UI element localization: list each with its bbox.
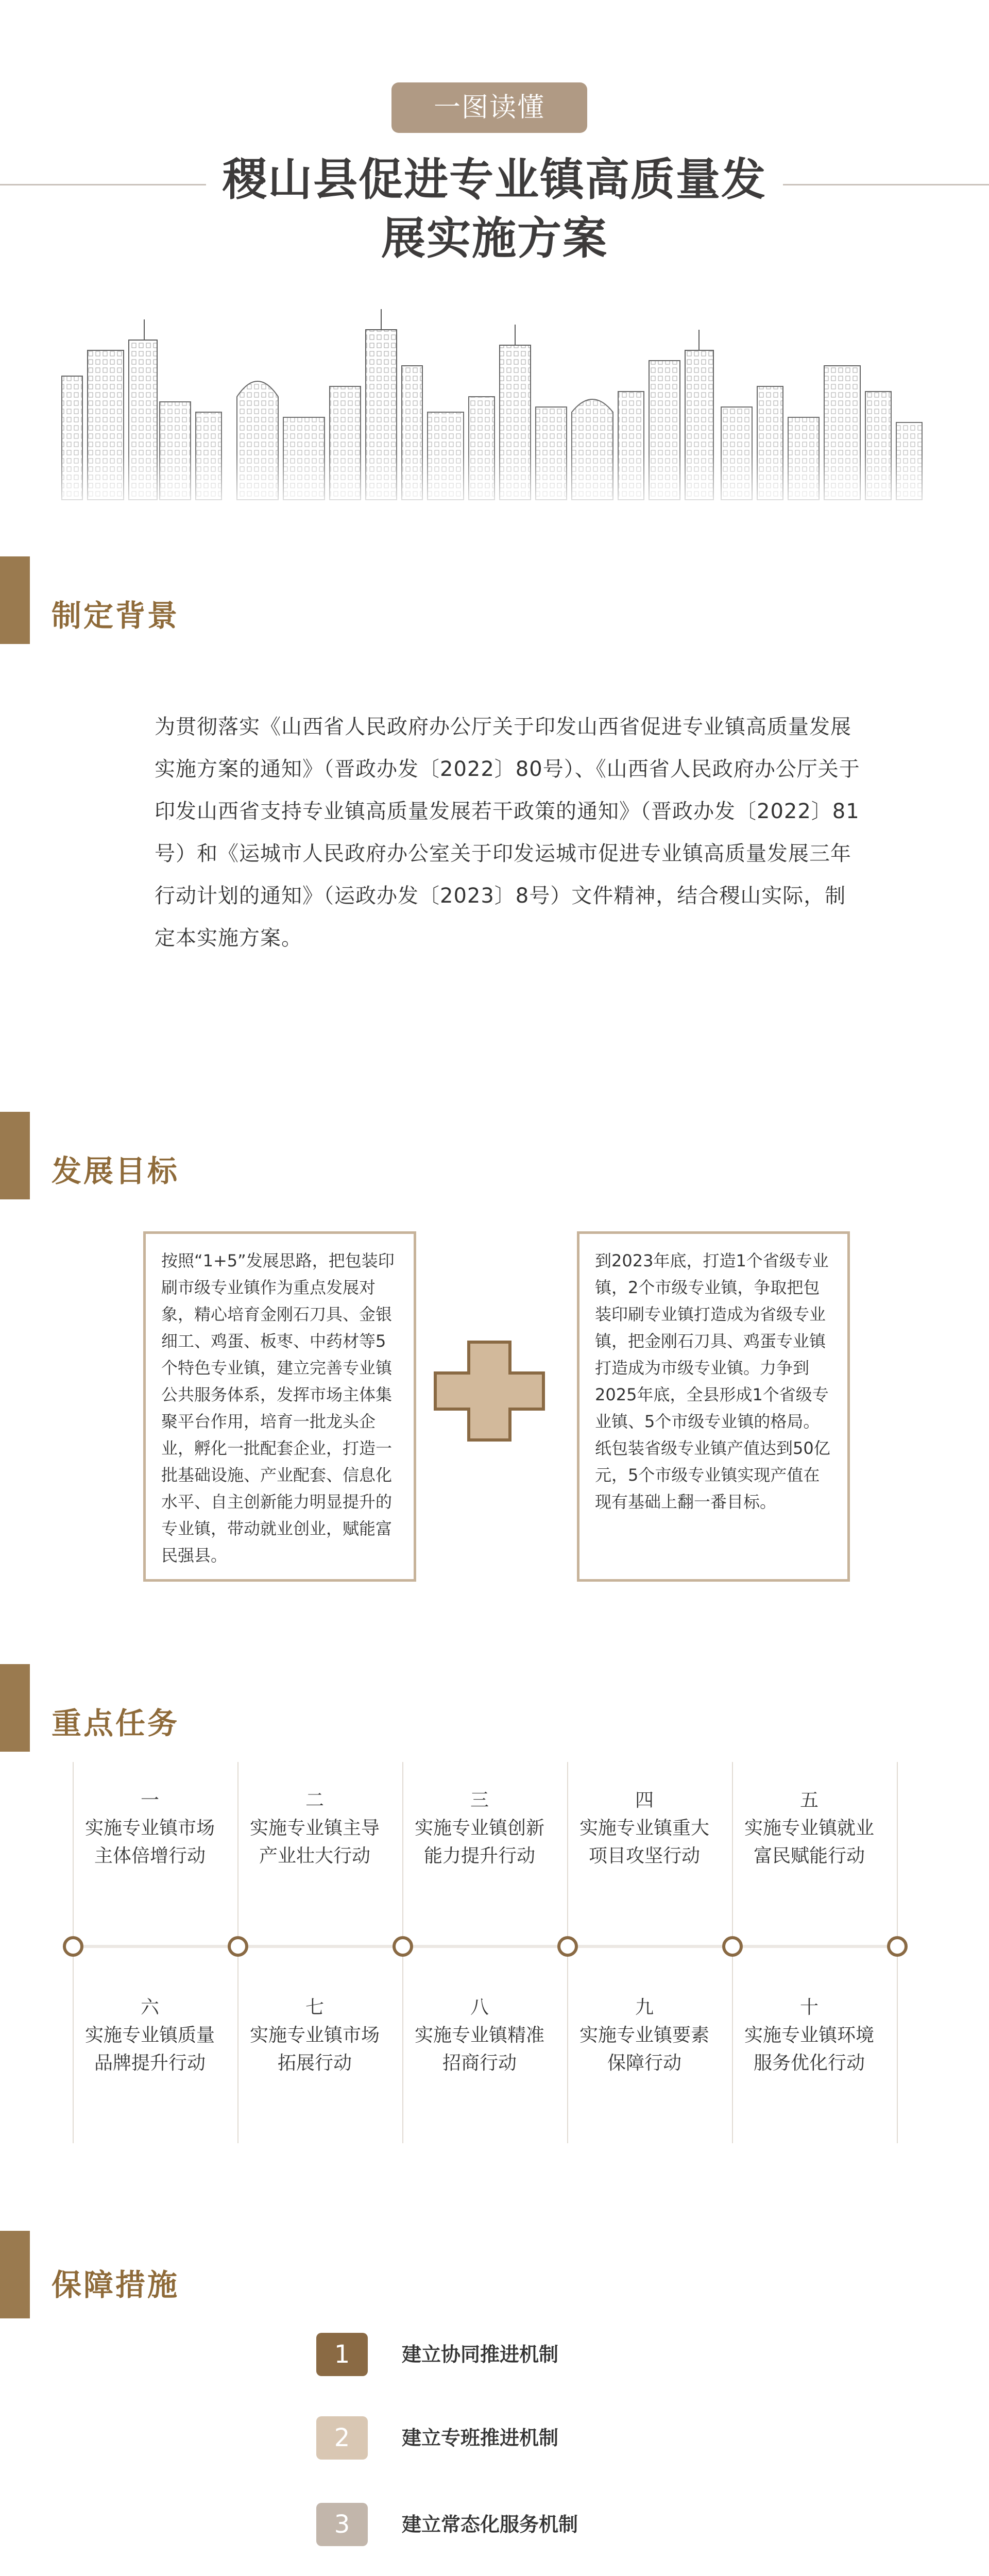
task-label-line2: 拓展行动 bbox=[277, 2053, 352, 2074]
measure-label-3: 建立常态化服务机制 bbox=[402, 2513, 578, 2536]
task-label-line1: 实施专业镇环境 bbox=[744, 2025, 874, 2046]
task-number: 二 bbox=[305, 1790, 324, 1811]
task-label-line2: 主体倍增行动 bbox=[94, 1845, 206, 1867]
section-marker-goals bbox=[0, 1112, 30, 1199]
timeline-node bbox=[722, 1936, 743, 1957]
task-label-line2: 能力提升行动 bbox=[423, 1845, 535, 1867]
task-item-4 bbox=[567, 1787, 722, 1870]
section-title-measures: 保障措施 bbox=[52, 2267, 180, 2302]
task-number: 九 bbox=[635, 1997, 654, 2018]
task-number: 四 bbox=[635, 1790, 654, 1811]
task-item-3 bbox=[402, 1787, 557, 1870]
section-title-tasks: 重点任务 bbox=[52, 1706, 180, 1741]
task-number: 八 bbox=[470, 1997, 489, 2018]
task-number: 七 bbox=[305, 1997, 324, 2018]
task-number: 一 bbox=[140, 1790, 159, 1811]
section-marker-tasks bbox=[0, 1664, 30, 1752]
task-label-line1: 实施专业镇市场 bbox=[84, 1818, 215, 1839]
measure-label-2: 建立专班推进机制 bbox=[402, 2427, 559, 2449]
timeline-node bbox=[557, 1936, 578, 1957]
task-item-5 bbox=[732, 1787, 886, 1870]
section-marker-background bbox=[0, 556, 30, 644]
measure-badge-2: 2 bbox=[316, 2416, 368, 2460]
measure-badge-1: 1 bbox=[316, 2333, 368, 2376]
timeline-node bbox=[393, 1936, 413, 1957]
task-label-line2: 招商行动 bbox=[442, 2053, 517, 2074]
task-number: 十 bbox=[799, 1997, 819, 2018]
page-title-line2: 展实施方案 bbox=[381, 213, 608, 264]
task-label-line1: 实施专业镇重大 bbox=[579, 1818, 709, 1839]
task-item-7 bbox=[237, 1994, 392, 2077]
task-number: 六 bbox=[140, 1997, 159, 2018]
task-label-line2: 保障行动 bbox=[607, 2053, 681, 2074]
section-marker-measures bbox=[0, 2231, 30, 2318]
task-item-10 bbox=[732, 1994, 886, 2077]
timeline-axis bbox=[67, 1945, 901, 1948]
timeline-node bbox=[887, 1936, 908, 1957]
task-label-line1: 实施专业镇精准 bbox=[414, 2025, 544, 2046]
task-label-line1: 实施专业镇质量 bbox=[84, 2025, 215, 2046]
city-skyline-illustration bbox=[52, 309, 937, 515]
section-title-background: 制定背景 bbox=[52, 598, 180, 633]
task-label-line2: 富民赋能行动 bbox=[753, 1845, 865, 1867]
task-item-8 bbox=[402, 1994, 557, 2077]
task-number: 三 bbox=[470, 1790, 489, 1811]
task-label-line1: 实施专业镇创新 bbox=[414, 1818, 544, 1839]
plus-icon bbox=[433, 1340, 546, 1443]
task-number: 五 bbox=[799, 1790, 819, 1811]
task-label-line1: 实施专业镇主导 bbox=[249, 1818, 380, 1839]
task-item-9 bbox=[567, 1994, 722, 2077]
header-tag: 一图读懂 bbox=[391, 82, 587, 133]
section-title-goals: 发展目标 bbox=[52, 1154, 180, 1189]
timeline-node bbox=[228, 1936, 248, 1957]
task-label-line2: 服务优化行动 bbox=[753, 2053, 865, 2074]
task-label-line1: 实施专业镇就业 bbox=[744, 1818, 874, 1839]
task-label-line2: 产业壮大行动 bbox=[259, 1845, 370, 1867]
task-item-1 bbox=[73, 1787, 227, 1870]
task-label-line1: 实施专业镇市场 bbox=[249, 2025, 380, 2046]
task-label-line2: 项目攻坚行动 bbox=[588, 1845, 700, 1867]
timeline-node bbox=[63, 1936, 83, 1957]
title-rule-right bbox=[783, 184, 989, 185]
task-label-line1: 实施专业镇要素 bbox=[579, 2025, 709, 2046]
measure-label-1: 建立协同推进机制 bbox=[402, 2343, 559, 2366]
page-title-line1: 稷山县促进专业镇高质量发 bbox=[223, 154, 766, 206]
background-paragraph: 为贯彻落实《山西省人民政府办公厅关于印发山西省促进专业镇高质量发展实施方案的通知》（晋政办发〔2022〕80号）、《山西省人民政府办公厅关于印发山西省支持专业镇高质量发展若干政策的通知》（晋政办发〔2022〕81号）和《运城市人民政府办公室关于印发运城市促进专业镇高质量发展三年行动计划的通知》（运政办发〔2023〕8号）文件精神，结合稷山实际，制定本实施方案。 bbox=[155, 715, 860, 950]
goal-box-right: 到2023年底，打造1个省级专业镇，2个市级专业镇，争取把包装印刷专业镇打造成为省级专业镇，把金刚石刀具、鸡蛋专业镇打造成为市级专业镇。力争到2025年底，全县形成1个省级专业镇、5个市级专业镇的格局。纸包装省级专业镇产值达到50亿元，5个市级专业镇实现产值在现有基础上翻一番目标。 bbox=[577, 1231, 850, 1582]
task-item-6 bbox=[73, 1994, 227, 2077]
title-rule-left bbox=[0, 184, 206, 185]
task-label-line2: 品牌提升行动 bbox=[94, 2053, 206, 2074]
goal-box-left: 按照“1+5”发展思路，把包装印刷市级专业镇作为重点发展对象，精心培育金刚石刀具、金银细工、鸡蛋、板枣、中药材等5个特色专业镇，建立完善专业镇公共服务体系，发挥市场主体集聚平台作用，培育一批龙头企业，孵化一批配套企业，打造一批基础设施、产业配套、信息化水平、自主创新能力明显提升的专业镇，带动就业创业，赋能富民强县。 bbox=[143, 1231, 416, 1582]
measure-badge-3: 3 bbox=[316, 2503, 368, 2546]
task-item-2 bbox=[237, 1787, 392, 1870]
page-title bbox=[185, 150, 804, 268]
